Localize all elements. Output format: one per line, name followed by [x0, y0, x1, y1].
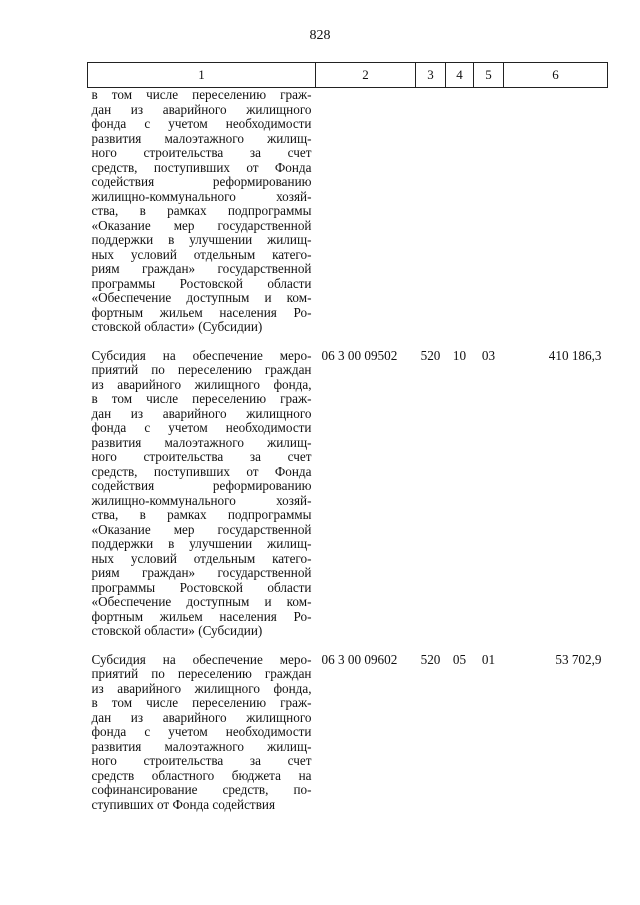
description-line: содействия реформированию — [91, 478, 312, 493]
description-line: «Обеспечение доступным и ком- — [91, 594, 312, 609]
description-line: ства, в рамках подпрограммы — [91, 507, 312, 522]
row-description — [88, 653, 316, 827]
description-line: в том числе переселению граж- — [91, 695, 312, 710]
description-line: фонда с учетом необходимости — [91, 116, 312, 131]
column-header-1: 1 — [88, 63, 316, 88]
column-header-4: 4 — [446, 63, 474, 88]
row-target-code — [316, 88, 416, 349]
description-line: стовской области» (Субсидии) — [91, 623, 263, 638]
row-subsection — [474, 88, 504, 349]
description-line: развития малоэтажного жилищ- — [91, 434, 312, 450]
description-line: программы Ростовской области — [91, 579, 312, 595]
description-line: ных условий отдельным катего- — [91, 246, 312, 262]
description-line: «Оказание мер государственной — [91, 217, 312, 233]
row-target-code: 06 3 00 09502 — [321, 347, 398, 363]
description-line: средств, поступивших от Фонда — [91, 159, 312, 175]
column-header-2: 2 — [316, 63, 416, 88]
description-line: из аварийного жилищного фонда, — [91, 376, 312, 392]
description-line: развития малоэтажного жилищ- — [91, 130, 312, 146]
description-line: дан из аварийного жилищного — [91, 101, 312, 117]
description-line: стовской области» (Субсидии) — [91, 319, 263, 334]
description-line: развития малоэтажного жилищ- — [91, 738, 312, 754]
description-line: риям граждан» государственной — [91, 261, 312, 276]
row-amount: 53 702,9 — [555, 651, 602, 667]
row-target-code: 06 3 00 09602 — [321, 651, 398, 667]
description-line: риям граждан» государственной — [91, 565, 312, 580]
budget-table — [87, 62, 608, 826]
row-expense-type: 520 — [420, 347, 441, 363]
description-line: жилищно-коммунального хозяй- — [91, 492, 312, 508]
table-row — [88, 653, 608, 827]
description-line: программы Ростовской области — [91, 275, 312, 291]
row-description — [88, 349, 316, 653]
row-amount: 410 186,3 — [548, 347, 602, 363]
description-line: приятий по переселению граждан — [91, 666, 312, 681]
row-expense-type — [416, 88, 446, 349]
description-line: ных условий отдельным катего- — [91, 550, 312, 566]
description-line: содействия реформированию — [91, 174, 312, 189]
description-line: ного строительства за счет — [91, 753, 312, 768]
description-line: Субсидия на обеспечение меро- — [91, 347, 312, 363]
column-header-3: 3 — [416, 63, 446, 88]
description-line: фонда с учетом необходимости — [91, 420, 312, 435]
description-line: в том числе переселению граж- — [91, 391, 312, 406]
header-row — [88, 63, 608, 88]
description-line: «Обеспечение доступным и ком- — [91, 290, 312, 305]
description-line: Субсидия на обеспечение меро- — [91, 651, 312, 667]
description-line: из аварийного жилищного фонда, — [91, 680, 312, 696]
description-line: дан из аварийного жилищного — [91, 709, 312, 725]
row-section — [446, 88, 474, 349]
description-line: ступивших от Фонда содействия — [91, 796, 276, 812]
description-line: софинансирование средств, по- — [91, 782, 312, 797]
page-number: 828 — [309, 28, 331, 43]
column-header-5: 5 — [474, 63, 504, 88]
description-line: приятий по переселению граждан — [91, 362, 312, 377]
description-line: в том числе переселению граж- — [91, 87, 312, 102]
description-line: поддержки в улучшении жилищ- — [91, 536, 312, 551]
description-line: ного строительства за счет — [91, 449, 312, 464]
row-expense-type: 520 — [420, 651, 441, 667]
description-line: фонда с учетом необходимости — [91, 724, 312, 739]
column-header-6: 6 — [504, 63, 608, 88]
description-line: фортным жильем населения Ро- — [91, 608, 312, 624]
description-line: жилищно-коммунального хозяй- — [91, 188, 312, 204]
row-subsection: 03 — [481, 347, 496, 363]
row-subsection: 01 — [481, 651, 496, 667]
row-section: 05 — [452, 651, 467, 667]
description-line: средств областного бюджета на — [91, 767, 312, 783]
row-section: 10 — [452, 347, 467, 363]
table-row — [88, 88, 608, 349]
description-line: ства, в рамках подпрограммы — [91, 203, 312, 218]
description-line: ного строительства за счет — [91, 145, 312, 160]
row-amount — [504, 88, 608, 349]
description-line: «Оказание мер государственной — [91, 521, 312, 537]
table-row — [88, 349, 608, 653]
description-line: фортным жильем населения Ро- — [91, 304, 312, 320]
description-line: дан из аварийного жилищного — [91, 405, 312, 421]
description-line: поддержки в улучшении жилищ- — [91, 232, 312, 247]
description-line: средств, поступивших от Фонда — [91, 463, 312, 479]
row-description — [88, 88, 316, 349]
